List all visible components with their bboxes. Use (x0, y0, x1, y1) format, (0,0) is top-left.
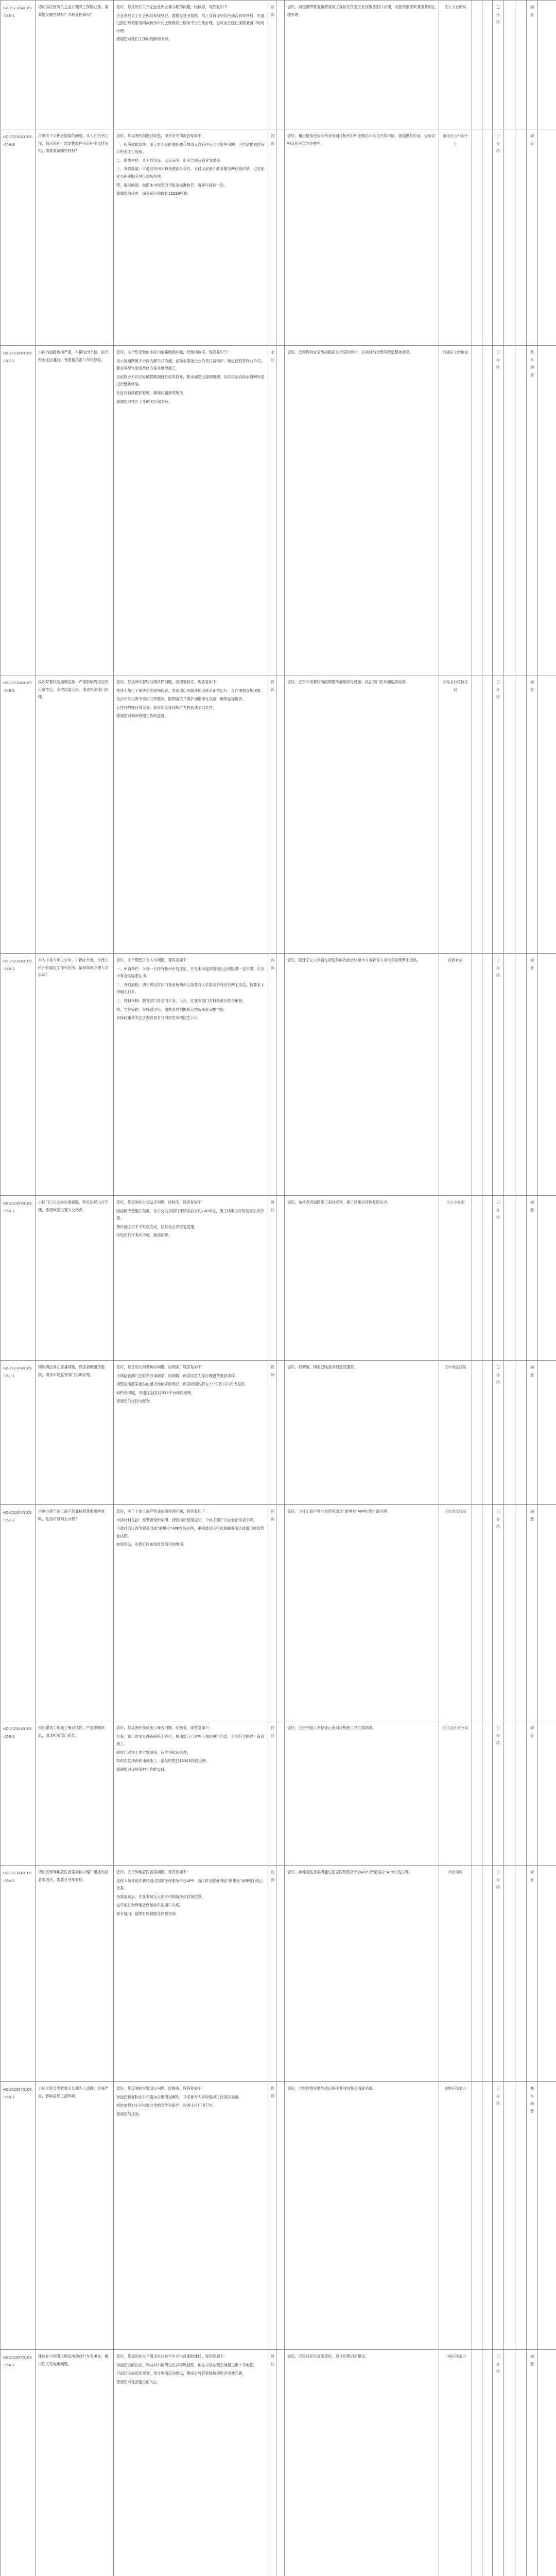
answer-paragraph: 街道已督促物业公司增加垃圾清运频次，并安排专人对收集点进行清洗消毒。 (116, 2094, 242, 2099)
table-row (1, 129, 556, 346)
dept-cell: 区综合行政执法局 (439, 675, 472, 954)
score-cell: 满意 (527, 1196, 538, 1361)
type-cell: 投诉 (268, 675, 276, 954)
blank-cell (482, 1866, 493, 2082)
question-cell: 网购商品存在质量问题，商家拒绝退货退款，请求市场监管部门协调处理。 (36, 1361, 114, 1505)
blank-cell (515, 1, 527, 129)
blank-cell (515, 1361, 527, 1505)
answer-paragraph: 可通过浙江政务服务网或“浙里办”APP在线办理，审核通过后可选择邮寄送达或窗口领取营业执照。 (116, 1526, 264, 1538)
summary-cell: 您好，已责令施工单位停止夜间违规施工并立案调查。 (285, 1721, 439, 1866)
blank-cell (276, 346, 285, 675)
blank-cell (472, 675, 482, 954)
blank-cell (515, 1721, 527, 1866)
blank-cell (276, 1, 285, 129)
blank-cell (515, 1196, 527, 1361)
question-cell: 夜间建筑工地施工噪音扰民，严重影响休息，请求相关部门查处。 (36, 1721, 114, 1866)
type-cell: 投诉 (268, 2082, 276, 2350)
table-row (1, 1361, 556, 1505)
answer-paragraph: 企业办理员工社会保险参保登记，需提交营业执照、员工身份证明及劳动合同等材料，可通过浙江政务服务网或杭州市社会保险网上服务平台在线办理，也可前往区社保服务窗口现场办理。 (116, 13, 265, 33)
status-cell: 已办结 (493, 2350, 504, 2576)
blank-cell (515, 2350, 527, 2576)
table-row (1, 675, 556, 954)
blank-cell (504, 1866, 515, 2082)
answer-paragraph: 您好，关于随迁子女入学问题，现答复如下： (116, 958, 190, 962)
blank-cell (504, 1505, 515, 1721)
dept-cell: 拱墅区街道办 (439, 2082, 472, 2350)
blank-cell (538, 2082, 556, 2350)
record-id: HZ-2023040109-048-1 (1, 675, 36, 954)
blank-cell (504, 1, 515, 129)
answer-paragraph: 如有疑问，请拨打医保服务热线咨询。 (116, 1911, 180, 1916)
dept-cell: 西湖区文新街道 (439, 346, 472, 675)
score-cell: 满意 (527, 1505, 538, 1721)
answer-paragraph: 如仍有问题，可通过全国12315平台继续反映。 (116, 1390, 195, 1395)
answer-paragraph: 备案成功后，在备案地定点医疗机构就医可直接结算。 (116, 1894, 205, 1899)
question-cell: 咨询办理个体工商户营业执照需要哪些材料，是否可以网上办理？ (36, 1505, 114, 1721)
blank-cell (504, 346, 515, 675)
answer-paragraph: 您好，您反映的餐饮油烟扰民问题，经调查核实，现答复如下： (116, 680, 220, 684)
blank-cell (472, 129, 482, 346)
answer-paragraph: 您好，您反映的夜间施工噪音问题，经核查，现答复如下： (116, 1725, 213, 1730)
type-cell: 投诉 (268, 1721, 276, 1866)
answer-paragraph: 您好，关于您反映的小区内道路破损问题，经现场核实，现答复如下： (116, 350, 231, 354)
answer-paragraph: 社区将持续跟踪督促，确保问题彻底解决。 (116, 390, 187, 395)
blank-cell (515, 129, 527, 346)
answer-cell (114, 1721, 268, 1866)
question-cell: 本人小孩今年上小学，户籍在外地，父母在杭州有稳定工作和住所，请问如何办理入学手续？ (36, 954, 114, 1196)
answer-paragraph: 请您按照商家提供的退货地址寄回商品，商家收到后将在7个工作日内完成退款。 (116, 1382, 249, 1387)
answer-paragraph: 街道已会同社区、物业对小区周边进行实地踏勘，拟在小区东侧空地建设集中充电棚。 (116, 2362, 257, 2367)
blank-cell (538, 1505, 556, 1721)
answer-cell (114, 954, 268, 1196)
blank-cell (504, 2082, 515, 2350)
blank-cell (482, 1, 493, 129)
answer-paragraph: 退休人员异地安置可通过国家医保服务平台APP、浙江政务服务网或“浙里办”APP进行线上备案。 (116, 1878, 264, 1891)
answer-paragraph: 如需帮助，可拨打区市场监管局咨询电话。 (116, 1542, 187, 1547)
answer-paragraph: 执法人员已于接件后到现场检查，发现该店油烟净化设施未正常运行，存在油烟直排现象。 (116, 688, 265, 693)
type-cell: 投诉 (268, 1361, 276, 1505)
type-cell: 咨询 (268, 1866, 276, 2082)
answer-cell (114, 2082, 268, 2350)
score-cell: 基本满意 (527, 2082, 538, 2350)
answer-paragraph: 感谢您对城市管理工作的监督。 (116, 714, 168, 719)
answer-paragraph: 感谢您的反映。 (116, 2111, 143, 2116)
blank-cell (538, 954, 556, 1196)
answer-paragraph: 目前已完成选址规划，预计近期启动建设，建成后将有效缓解居民充电难问题。 (116, 2371, 246, 2376)
record-id: HZ-2023040109-052-3 (1, 1505, 36, 1721)
answer-paragraph: 如再次发现夜间违规施工，请及时拨打12345热线反映。 (116, 1758, 210, 1764)
score-cell: 满意 (527, 129, 538, 346)
answer-paragraph: 您好，关于异地就医备案问题，现答复如下： (116, 1870, 190, 1874)
type-cell: 建议 (268, 2350, 276, 2576)
blank-cell (515, 954, 527, 1196)
type-cell: 咨询 (268, 1, 276, 129)
type-cell: 建议 (268, 1196, 276, 1361)
answer-cell (114, 129, 268, 346)
blank-cell (515, 1866, 527, 2082)
blank-cell (276, 129, 285, 346)
summary-cell: 您好，已责令该餐饮店限期整改油烟净化设施，执法部门将加强巡查监管。 (285, 675, 439, 954)
score-cell: 满意 (527, 2350, 538, 2576)
answer-paragraph: 三、材料审核：教育部门将会同公安、人社、住建等部门对材料进行联合审核。 (116, 998, 246, 1003)
table-row (1, 954, 556, 1196)
table-row (1, 346, 556, 675)
table-row (1, 1721, 556, 1866)
answer-cell (114, 1866, 268, 2082)
blank-cell (504, 1361, 515, 1505)
answer-paragraph: 执法中队已责令该店立即整改，限期清洗并维护油烟净化设备，确保达标排放。 (116, 697, 246, 702)
status-cell: 已办结 (493, 1361, 504, 1505)
answer-paragraph: 感谢您对我们工作的理解和支持。 (116, 37, 172, 42)
status-cell: 已办结 (493, 1505, 504, 1721)
answer-paragraph: 您好，您反映的公交站点问题，经核实，现答复如下： (116, 1200, 205, 1205)
answer-paragraph: 具体政策请关注区教育局官方网站发布的招生公告。 (116, 1015, 202, 1021)
record-id: HZ-2023040109-047-2 (1, 346, 36, 675)
blank-cell (482, 2350, 493, 2576)
answer-paragraph: 感谢您对环境保护工作的支持。 (116, 1767, 168, 1772)
score-cell: 满意 (527, 675, 538, 954)
status-cell: 已办结 (493, 1196, 504, 1361)
table-row (1, 2082, 556, 2350)
blank-cell (538, 1361, 556, 1505)
summary-cell: 您好，随迁子女入学请在规定时间内登录杭州市义务教育入学报名系统网上报名。 (285, 954, 439, 1196)
blank-cell (482, 129, 493, 346)
answer-paragraph: 一、申请条件：父母一方持有杭州市居住证，并在本市连续缴纳社会保险满一定年限，在本市有合法稳定住所。 (116, 966, 265, 979)
score-cell: 满意 (527, 954, 538, 1196)
answer-cell (114, 675, 268, 954)
summary-cell: 您好，请您携带营业执照及员工身份证件至区社保服务窗口办理，或登录浙江政务服务网在线办理。 (285, 1, 439, 129)
summary-cell: 您好，个体工商户营业执照可通过“浙里办”APP在线申请办理。 (285, 1505, 439, 1721)
blank-cell (472, 1, 482, 129)
answer-paragraph: 二、所需材料：本人身份证、无房证明、租房合同及租金发票等。 (116, 158, 224, 163)
score-cell: 满意 (527, 1721, 538, 1866)
dept-cell: 区生态环境分局 (439, 1721, 472, 1866)
answer-paragraph: 三、办理渠道：可通过杭州公积金微信公众号、支付宝或浙江政务服务网在线申请，也可前往公积金服务网点现场办理。 (116, 166, 265, 179)
question-cell: 小区垃圾分类收集点长期无人清理，异味严重，影响居民生活环境。 (36, 2082, 114, 2350)
record-id: HZ-2023040109-056-1 (1, 2350, 36, 2576)
question-cell: 咨询关于公积金提取的问题，本人在杭州工作，租房居住，想要提取住房公积金支付房租，需要准备哪些材料？ (36, 129, 114, 346)
question-cell: 建议在小区附近增设电动自行车充电桩，解决居民充电难问题。 (36, 2350, 114, 2576)
blank-cell (276, 1721, 285, 1866)
blank-cell (472, 1196, 482, 1361)
summary-cell: 您好，已完成充电设施选址，预计近期启动建设。 (285, 2350, 439, 2576)
blank-cell (504, 129, 515, 346)
table-row (1, 1, 556, 129)
blank-cell (538, 675, 556, 954)
type-cell: 求助 (268, 346, 276, 675)
blank-cell (482, 1196, 493, 1361)
blank-cell (538, 129, 556, 346)
answer-paragraph: 您好，您反映的问题已收悉，现将有关情况答复如下： (116, 133, 205, 138)
answer-paragraph: 市场监管部门已联系涉事商家，经调解，商家同意为您办理退货退款手续。 (116, 1373, 239, 1378)
blank-cell (538, 2350, 556, 2576)
blank-cell (472, 1505, 482, 1721)
question-cell: 小区内道路破损严重，车辆进出不便，雨天积水无法通行，希望相关部门尽快修复。 (36, 346, 114, 675)
dept-cell: 区人力社保局 (439, 1, 472, 129)
status-cell: 已办结 (493, 1866, 504, 2082)
record-id: HZ-2023040109-054-2 (1, 1866, 36, 2082)
answer-paragraph: 经查，该工地未办理夜间施工许可，执法部门已对施工单位进行约谈，责令其立即停止夜间施工。 (116, 1734, 265, 1747)
blank-cell (538, 1721, 556, 1866)
blank-cell (276, 1866, 285, 2082)
record-id: HZ-2023040109-045-1 (1, 1, 36, 129)
answer-paragraph: 您好，您反映的关于企业社保业务办理的问题，经核查，现答复如下： (116, 5, 231, 9)
answer-paragraph: 同时加强对小区垃圾分类的宣传和指导，改善小区环境卫生。 (116, 2103, 217, 2108)
blank-cell (276, 2350, 285, 2576)
status-cell: 已办结 (493, 346, 504, 675)
answer-paragraph: 同时已对该工地立案调查，后续将依法处理。 (116, 1750, 190, 1755)
score-cell: 基本满意 (527, 346, 538, 675)
summary-cell: 您好，已督促物业对破损路面进行临时修补，后续将结合管网改造整体修复。 (285, 346, 439, 675)
blank-cell (276, 1196, 285, 1361)
blank-cell (482, 675, 493, 954)
summary-cell: 您好，该站点因道路施工临时迁移，施工结束后将恢复原站点。 (285, 1196, 439, 1361)
blank-cell (482, 346, 493, 675)
status-cell: 已办结 (493, 675, 504, 954)
blank-cell (538, 1866, 556, 2082)
dept-cell: 市住房公积金中心 (439, 129, 472, 346)
score-cell: 满意 (527, 1361, 538, 1505)
blank-cell (276, 1361, 285, 1505)
record-id: HZ-2023040109-053-1 (1, 1721, 36, 1866)
summary-cell: 您好，异地就医备案可通过国家医保服务平台APP或“浙里办”APP在线办理。 (285, 1866, 439, 2082)
answer-paragraph: 预计施工将于下月底完成，届时站台将恢复使用。 (116, 1224, 198, 1229)
status-cell: 已办结 (493, 2082, 504, 2350)
answer-cell (114, 2350, 268, 2576)
table-row (1, 2350, 556, 2576)
blank-cell (515, 1505, 527, 1721)
table-row (1, 1196, 556, 1361)
question-cell: 反映某餐饮店油烟直排，严重影响周边居民正常生活，多次沟通无果，请求执法部门处理。 (36, 675, 114, 954)
blank-cell (276, 954, 285, 1196)
table-row (1, 1505, 556, 1721)
blank-cell (504, 675, 515, 954)
answer-cell (114, 1505, 268, 1721)
blank-cell (504, 954, 515, 1196)
answer-cell (114, 346, 268, 675)
answer-paragraph: 感谢您对社区工作的关心和支持。 (116, 399, 172, 404)
type-cell: 咨询 (268, 129, 276, 346)
record-id: HZ-2023040109-050-2 (1, 1196, 36, 1361)
blank-cell (515, 675, 527, 954)
status-cell: 已办结 (493, 1721, 504, 1866)
score-cell: 满意 (527, 1866, 538, 2082)
answer-paragraph: 您好，您反映的消费纠纷问题，经调查，现答复如下： (116, 1365, 205, 1369)
blank-cell (504, 1721, 515, 1866)
blank-cell (472, 1361, 482, 1505)
answer-paragraph: 申请材料包括：经营者身份证明、经营场所使用证明、个体工商户开业登记申请书等。 (116, 1517, 257, 1522)
answer-paragraph: 该小区道路属于小区内部公共设施，由物业服务企业负责日常维护。街道已联系物业公司，要求其尽快制定维修方案并组织施工。 (116, 358, 265, 371)
blank-cell (515, 2082, 527, 2350)
blank-cell (482, 2082, 493, 2350)
blank-cell (482, 954, 493, 1196)
blank-cell (482, 1361, 493, 1505)
blank-cell (515, 346, 527, 675)
summary-cell: 您好，租房提取住房公积金可通过杭州公积金微信公众号在线申请，需提供身份证、无房证明及租房合同等材料。 (285, 129, 439, 346)
score-cell: 满意 (527, 1, 538, 129)
answer-paragraph: 一、租房提取条件：职工本人及配偶在缴存城市无自有住房且租赁住房的，可申请提取住房公积金支付房租。 (116, 142, 265, 155)
type-cell: 咨询 (268, 1505, 276, 1721)
dept-cell: 区市场监管局 (439, 1361, 472, 1505)
blank-cell (276, 2082, 285, 2350)
blank-cell (504, 2350, 515, 2576)
summary-cell: 您好，已督促物业增加清运频次并对收集点清洗消毒。 (285, 2082, 439, 2350)
summary-cell: 您好，经调解，商家已同意办理退货退款。 (285, 1361, 439, 1505)
question-cell: 请问医保异地就医备案如何办理？退休后回老家居住，需要在外地看病。 (36, 1866, 114, 2082)
question-cell: 小区门口公交站台被拆除，附近居民出行不便，希望恢复设置公交站点。 (36, 1196, 114, 1361)
answer-cell (114, 1361, 268, 1505)
record-id: HZ-2023040109-051-1 (1, 1361, 36, 1505)
blank-cell (276, 675, 285, 954)
answer-paragraph: 四、学位安排：审核通过后，由教育局根据积分情况统筹安排学位。 (116, 1007, 228, 1012)
record-id: HZ-2023040109-046-3 (1, 129, 36, 346)
blank-cell (538, 1, 556, 129)
answer-paragraph: 也可前往参保地医保经办机构窗口办理。 (116, 1903, 183, 1908)
record-id: HZ-2023040109-055-1 (1, 2082, 36, 2350)
blank-cell (276, 1505, 285, 1721)
answer-cell (114, 1196, 268, 1361)
answer-paragraph: 因道路改造施工需要，该公交站点临时迁移至前方约200米处，施工结束后将恢复原站点设置。 (116, 1208, 264, 1221)
answer-paragraph: 您好，您反映的垃圾清运问题，经核查，现答复如下： (116, 2086, 205, 2091)
blank-cell (472, 2082, 482, 2350)
answer-paragraph: 您好，关于个体工商户营业执照办理问题，现答复如下： (116, 1509, 209, 1514)
type-cell: 咨询 (268, 954, 276, 1196)
answer-paragraph: 您好，您提出的关于增设电动自行车充电设施的建议，现答复如下： (116, 2354, 228, 2359)
dept-cell: 区教育局 (439, 954, 472, 1196)
dept-cell: 区市场监管局 (439, 1505, 472, 1721)
dept-cell: 上城区街道办 (439, 2350, 472, 2576)
answer-paragraph: 感谢您对社区建设的关心。 (116, 2379, 161, 2384)
blank-cell (472, 954, 482, 1196)
answer-paragraph: 感谢您的支持与配合。 (116, 1399, 153, 1404)
answer-paragraph: 感谢您的来电，如有疑问请拨打12329咨询。 (116, 191, 192, 196)
answer-paragraph: 四、提取额度：按照本市规定的月租金标准执行，每年可提取一次。 (116, 182, 228, 188)
blank-cell (472, 2350, 482, 2576)
status-cell: 已办结 (493, 129, 504, 346)
blank-cell (482, 1721, 493, 1866)
answer-paragraph: 给您出行带来的不便，敬请谅解。 (116, 1233, 172, 1238)
answer-paragraph: 后续将加强日常巡查，如再次发现违规行为将依法予以处罚。 (116, 705, 217, 710)
answer-paragraph: 二、办理流程：请于规定时间内登录杭州市义务教育入学报名系统进行网上报名，按要求上传相关材料。 (116, 982, 265, 995)
dept-cell: 市公交集团 (439, 1196, 472, 1361)
status-cell: 已办结 (493, 1, 504, 129)
answer-paragraph: 目前物业公司已对破损路面进行临时修补，积水问题已得到缓解，后续将结合雨水管网改造进行整体修复。 (116, 374, 265, 387)
record-id: HZ-2023040109-049-1 (1, 954, 36, 1196)
table-row (1, 1866, 556, 2082)
blank-cell (538, 346, 556, 675)
question-cell: 请问滨江区有关企业办理员工保险业务，需要提交哪些材料？办理流程如何？ (36, 1, 114, 129)
blank-cell (472, 346, 482, 675)
blank-cell (504, 1196, 515, 1361)
blank-cell (538, 1196, 556, 1361)
blank-cell (472, 1721, 482, 1866)
answer-cell (114, 1, 268, 129)
blank-cell (472, 1866, 482, 2082)
blank-cell (482, 1505, 493, 1721)
dept-cell: 市医保局 (439, 1866, 472, 2082)
status-cell: 已办结 (493, 954, 504, 1196)
